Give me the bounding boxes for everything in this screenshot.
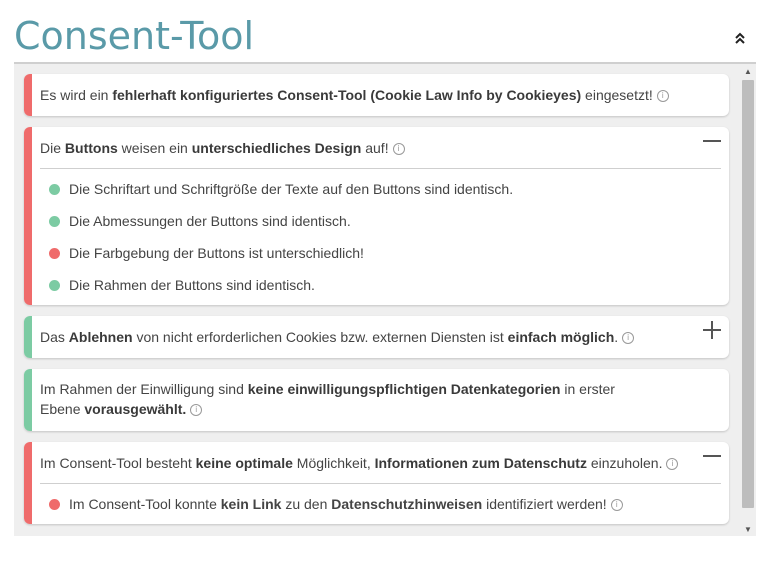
check-list xyxy=(40,169,685,301)
result-card-reject xyxy=(24,316,729,358)
status-dot-green xyxy=(49,216,60,227)
text-part: Im Consent-Tool besteht xyxy=(40,455,196,471)
text-part: Im Consent-Tool konnte xyxy=(69,496,221,512)
check-list xyxy=(40,484,685,520)
page-title: Consent-Tool xyxy=(14,14,255,58)
minus-icon xyxy=(703,455,721,457)
collapse-toggle[interactable] xyxy=(703,132,721,150)
status-bar-red xyxy=(24,442,32,524)
text-part: eingesetzt! xyxy=(581,87,653,103)
text-part: Möglichkeit, xyxy=(292,455,375,471)
status-bar-red xyxy=(24,74,32,116)
text-part-bold: keine einwilligungspflichtigen Datenkategorien xyxy=(247,381,561,397)
status-bar-green xyxy=(24,316,32,358)
info-icon[interactable]: i xyxy=(190,404,202,416)
chevrons-up-icon xyxy=(734,31,746,45)
list-item xyxy=(40,205,685,237)
card-text xyxy=(40,369,630,419)
card-text xyxy=(40,316,685,347)
list-item xyxy=(40,269,685,301)
text-part-bold: Datenschutzhinweisen xyxy=(331,496,483,512)
result-card-buttons xyxy=(24,127,729,305)
text-part-bold: fehlerhaft konfiguriertes Consent-Tool (Cookie Law Info by Cookieyes) xyxy=(112,87,582,103)
status-dot-red xyxy=(49,248,60,259)
scroll-down-arrow-icon[interactable]: ▼ xyxy=(744,524,752,534)
card-text xyxy=(40,442,685,483)
text-part: identifiziert werden! xyxy=(482,496,607,512)
card-text xyxy=(40,127,685,168)
text-part: Die xyxy=(40,140,65,156)
text-part-bold: Informationen zum Datenschutz xyxy=(374,455,587,471)
info-icon[interactable]: i xyxy=(393,143,405,155)
result-card-preselection xyxy=(24,369,729,431)
status-dot-green xyxy=(49,280,60,291)
text-part: einzuholen. xyxy=(586,455,663,471)
result-card-privacy-info xyxy=(24,442,729,524)
text-part-bold: Ablehnen xyxy=(68,329,133,345)
text-part-bold: kein Link xyxy=(220,496,282,512)
text-part-bold: einfach möglich xyxy=(507,329,615,345)
text-part-bold: keine optimale xyxy=(195,455,293,471)
plus-icon-vertical xyxy=(711,321,713,339)
list-item xyxy=(40,173,685,205)
status-bar-green xyxy=(24,369,32,431)
result-card-consent-tool xyxy=(24,74,729,116)
text-part-bold: vorausgewählt. xyxy=(84,401,187,417)
item-text: Die Abmessungen der Buttons sind identisch. xyxy=(69,213,351,229)
info-icon[interactable]: i xyxy=(657,90,669,102)
text-part: zu den xyxy=(281,496,332,512)
text-part: . xyxy=(614,329,619,345)
card-text xyxy=(40,74,685,105)
status-dot-red xyxy=(49,499,60,510)
text-part-bold: unterschiedliches Design xyxy=(191,140,362,156)
text-part: weisen ein xyxy=(117,140,192,156)
text-part-bold: Buttons xyxy=(64,140,118,156)
text-part: Es wird ein xyxy=(40,87,113,103)
item-text: Die Schriftart und Schriftgröße der Texte auf den Buttons sind identisch. xyxy=(69,181,514,197)
text-part: auf! xyxy=(361,140,389,156)
minus-icon xyxy=(703,140,721,142)
status-dot-green xyxy=(49,184,60,195)
info-icon[interactable]: i xyxy=(666,458,678,470)
item-text: Die Farbgebung der Buttons ist unterschiedlich! xyxy=(69,245,364,261)
text-part: Im Rahmen der Einwilligung sind xyxy=(40,381,248,397)
expand-toggle[interactable] xyxy=(703,321,721,339)
item-text xyxy=(69,496,623,512)
scrollbar-thumb[interactable] xyxy=(742,80,754,508)
collapse-toggle[interactable] xyxy=(703,447,721,465)
scroll-up-arrow-icon[interactable]: ▲ xyxy=(744,66,752,76)
item-text: Die Rahmen der Buttons sind identisch. xyxy=(69,277,315,293)
text-part: von nicht erforderlichen Cookies bzw. externen Diensten ist xyxy=(132,329,508,345)
consent-results-panel[interactable] xyxy=(14,64,756,536)
collapse-button[interactable] xyxy=(730,28,750,48)
status-bar-red xyxy=(24,127,32,305)
list-item xyxy=(40,488,685,520)
scrollbar[interactable] xyxy=(740,64,756,536)
text-part: in erster Ebene xyxy=(40,381,615,417)
info-icon[interactable]: i xyxy=(622,332,634,344)
info-icon[interactable]: i xyxy=(611,499,623,511)
list-item xyxy=(40,237,685,269)
text-part: Das xyxy=(40,329,69,345)
